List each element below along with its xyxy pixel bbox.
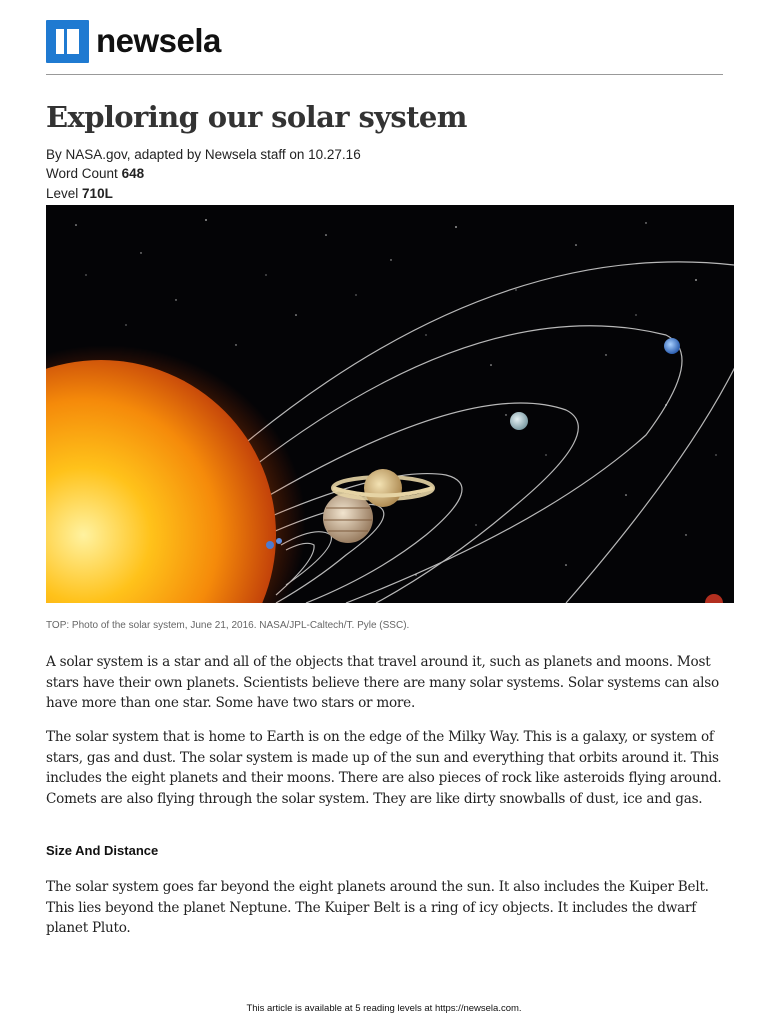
image-caption: TOP: Photo of the solar system, June 21, 2016. NASA/JPL-Caltech/T. Pyle (SSC). [46, 620, 410, 631]
solar-system-illustration [46, 205, 734, 603]
section-heading: Size And Distance [46, 843, 159, 858]
footer-note: This article is available at 5 reading levels at https://newsela.com. [246, 1003, 522, 1014]
solar-system-image [46, 205, 734, 603]
word-count [46, 166, 144, 181]
article-title: Exploring our solar system [46, 100, 467, 134]
level-label: Level [46, 186, 79, 201]
reading-level [46, 186, 113, 201]
paragraph-1: A solar system is a star and all of the objects that travel around it, such as planets and moons. Most stars have their own planets. Scientists believe there are many solar systems. Solar systems can also have more than one star. Some have two stars or more. [46, 654, 719, 711]
paragraph-3: The solar system goes far beyond the eight planets around the sun. It also includes the Kuiper Belt. This lies beyond the planet Neptune. The Kuiper Belt is a ring of icy objects. It includes the dwarf planet Pluto. [46, 879, 709, 936]
level-value: 710L [82, 186, 113, 201]
brand-name[interactable]: newsela [96, 22, 221, 59]
word-count-label: Word Count [46, 166, 118, 181]
newsela-logo-icon[interactable] [46, 20, 89, 63]
word-count-value: 648 [121, 166, 145, 181]
paragraph-2: The solar system that is home to Earth is on the edge of the Milky Way. This is a galaxy, or system of stars, gas and dust. The solar system is made up of the sun and everything that orbits around it. This includes the eight planets and their moons. There are also pieces of rock like asteroids flying around. Comets are also flying through the solar system. They are like dirty snowballs of dust, ice and gas. [46, 729, 722, 807]
byline: By NASA.gov, adapted by Newsela staff on 10.27.16 [46, 147, 361, 162]
header [46, 18, 723, 75]
